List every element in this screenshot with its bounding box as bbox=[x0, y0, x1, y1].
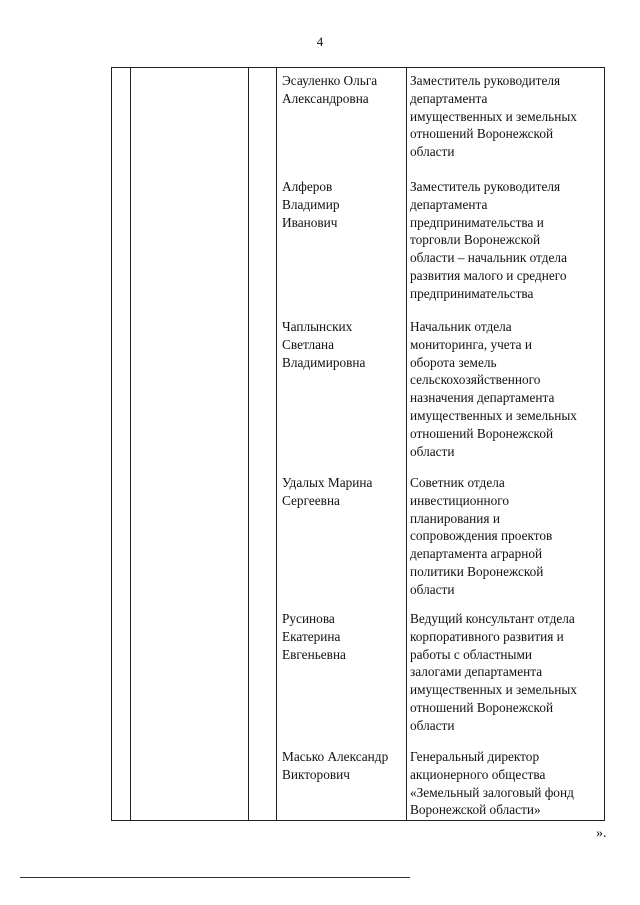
member-position: Генеральный директор акционерного общества «Земельный залоговый фонд Воронежской области» bbox=[410, 749, 574, 818]
footer-divider bbox=[20, 877, 410, 878]
member-position: Заместитель руководителя департамента предпринимательства и торговли Воронежской области – начальник отдела развития малого и среднего предпринимательства bbox=[410, 179, 567, 301]
member-position: Заместитель руководителя департамента имущественных и земельных отношений Воронежской области bbox=[410, 73, 577, 160]
member-name: Алферов Владимир Иванович bbox=[282, 179, 340, 230]
table-column-divider bbox=[406, 68, 407, 820]
member-position: Советник отдела инвестиционного планирования и сопровождения проектов департамента аграрной политики Воронежской области bbox=[410, 475, 553, 597]
member-position: Ведущий консультант отдела корпоративного развития и работы с областными залогами департамента имущественных и земельных отношений Воронежской области bbox=[410, 611, 577, 733]
member-position: Начальник отдела мониторинга, учета и оборота земель сельскохозяйственного назначения департамента имущественных и земельных отношений Воронежской области bbox=[410, 319, 577, 459]
member-name: Эсауленко Ольга Александровна bbox=[282, 73, 378, 106]
page-number: 4 bbox=[316, 34, 324, 49]
member-name: Удалых Марина Сергеевна bbox=[282, 475, 373, 508]
table-column-divider bbox=[276, 68, 277, 820]
members-table bbox=[111, 67, 605, 821]
table-column-divider bbox=[130, 68, 131, 820]
member-name: Масько Александр Викторович bbox=[282, 749, 389, 782]
closing-quote-mark: ». bbox=[596, 826, 607, 841]
table-column-divider bbox=[248, 68, 249, 820]
member-name: Русинова Екатерина Евгеньевна bbox=[282, 611, 346, 662]
member-name: Чаплынских Светлана Владимировна bbox=[282, 319, 366, 370]
